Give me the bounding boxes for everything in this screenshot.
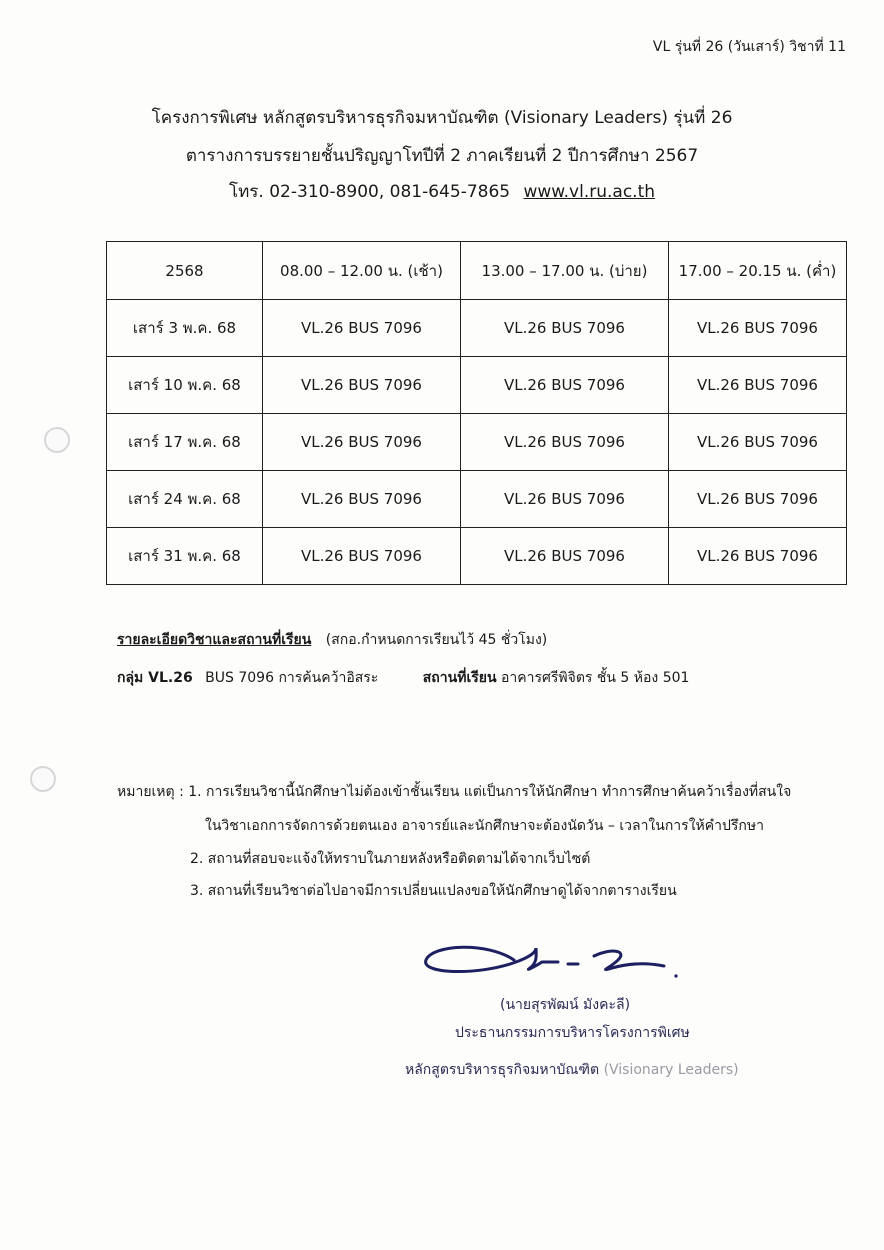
note-2: 2. สถานที่สอบจะแจ้งให้ทราบในภายหลังหรือติดตามได้จากเว็บไซต์ (190, 851, 591, 867)
course-cell: VL.26 BUS 7096 (263, 528, 461, 585)
signer-org-main: หลักสูตรบริหารธุรกิจมหาบัณฑิต (405, 1062, 600, 1078)
place-label: สถานที่เรียน (422, 670, 497, 686)
schedule-row (107, 528, 847, 585)
place-value: อาคารศรีพิจิตร ชั้น 5 ห้อง 501 (500, 670, 690, 686)
course-cell: VL.26 BUS 7096 (669, 528, 847, 585)
date-cell: เสาร์ 3 พ.ค. 68 (107, 300, 263, 357)
course-cell: VL.26 BUS 7096 (461, 414, 669, 471)
schedule-row (107, 357, 847, 414)
signer-position: ประธานกรรมการบริหารโครงการพิเศษ (455, 1025, 690, 1041)
note-3: 3. สถานที่เรียนวิชาต่อไปอาจมีการเปลี่ยนแปลงขอให้นักศึกษาดูได้จากตารางเรียน (190, 883, 677, 899)
date-cell: เสาร์ 17 พ.ค. 68 (107, 414, 263, 471)
note-1 (117, 781, 791, 803)
schedule-row (107, 300, 847, 357)
course-cell: VL.26 BUS 7096 (263, 357, 461, 414)
date-cell: เสาร์ 31 พ.ค. 68 (107, 528, 263, 585)
course-cell: VL.26 BUS 7096 (669, 357, 847, 414)
course-cell: VL.26 BUS 7096 (461, 471, 669, 528)
schedule-title: ตารางการบรรยายชั้นปริญญาโทปีที่ 2 ภาคเรียนที่ 2 ปีการศึกษา 2567 (185, 146, 699, 166)
course-line (117, 667, 689, 689)
course-cell: VL.26 BUS 7096 (461, 357, 669, 414)
schedule-header-row (107, 242, 847, 300)
signer-organization (405, 1059, 739, 1081)
note-1-continued: ในวิชาเอกการจัดการด้วยตนเอง อาจารย์และนักศึกษาจะต้องนัดวัน – เวลาในการให้คำปรึกษา (205, 818, 764, 834)
binder-hole (44, 427, 70, 453)
signer-name: (นายสุรพัฒน์ มังคะลี) (500, 997, 631, 1013)
course-cell: VL.26 BUS 7096 (263, 300, 461, 357)
course-cell: VL.26 BUS 7096 (263, 471, 461, 528)
course-cell: VL.26 BUS 7096 (669, 414, 847, 471)
group-label: กลุ่ม VL.26 (117, 670, 193, 686)
handwritten-signature (418, 932, 678, 992)
time-slot-header-cell: 13.00 – 17.00 น. (บ่าย) (461, 242, 669, 300)
course-cell: VL.26 BUS 7096 (669, 471, 847, 528)
binder-hole (30, 766, 56, 792)
time-slot-header-cell: 08.00 – 12.00 น. (เช้า) (263, 242, 461, 300)
details-title: รายละเอียดวิชาและสถานที่เรียน (117, 632, 312, 648)
website-link[interactable]: www.vl.ru.ac.th (523, 182, 656, 202)
date-cell: เสาร์ 24 พ.ค. 68 (107, 471, 263, 528)
schedule-row (107, 414, 847, 471)
details-hours-note: (สกอ.กำหนดการเรียนไว้ 45 ชั่วโมง) (325, 632, 548, 648)
phone-numbers: โทร. 02-310-8900, 081-645-7865 (228, 182, 511, 202)
signer-org-english: (Visionary Leaders) (603, 1062, 739, 1078)
schedule-row (107, 471, 847, 528)
course-cell: VL.26 BUS 7096 (263, 414, 461, 471)
time-slot-header-cell: 17.00 – 20.15 น. (ค่ำ) (669, 242, 847, 300)
course-cell: VL.26 BUS 7096 (461, 300, 669, 357)
contact-line (0, 178, 884, 205)
year-header-cell: 2568 (107, 242, 263, 300)
date-cell: เสาร์ 10 พ.ค. 68 (107, 357, 263, 414)
course-cell: VL.26 BUS 7096 (669, 300, 847, 357)
details-heading (117, 629, 547, 651)
program-title: โครงการพิเศษ หลักสูตรบริหารธุรกิจมหาบัณฑิต (Visionary Leaders) รุ่นที่ 26 (151, 108, 733, 128)
page-reference: VL รุ่นที่ 26 (วันเสาร์) วิชาที่ 11 (652, 39, 846, 55)
course-cell: VL.26 BUS 7096 (461, 528, 669, 585)
schedule-table (106, 241, 847, 585)
note-1-text: 1. การเรียนวิชานี้นักศึกษาไม่ต้องเข้าชั้นเรียน แต่เป็นการให้นักศึกษา ทำการศึกษาค้นคว้าเรื่องที่สนใจ (188, 784, 792, 800)
course-name: BUS 7096 การค้นคว้าอิสระ (205, 670, 379, 686)
notes-label: หมายเหตุ : (117, 784, 184, 800)
